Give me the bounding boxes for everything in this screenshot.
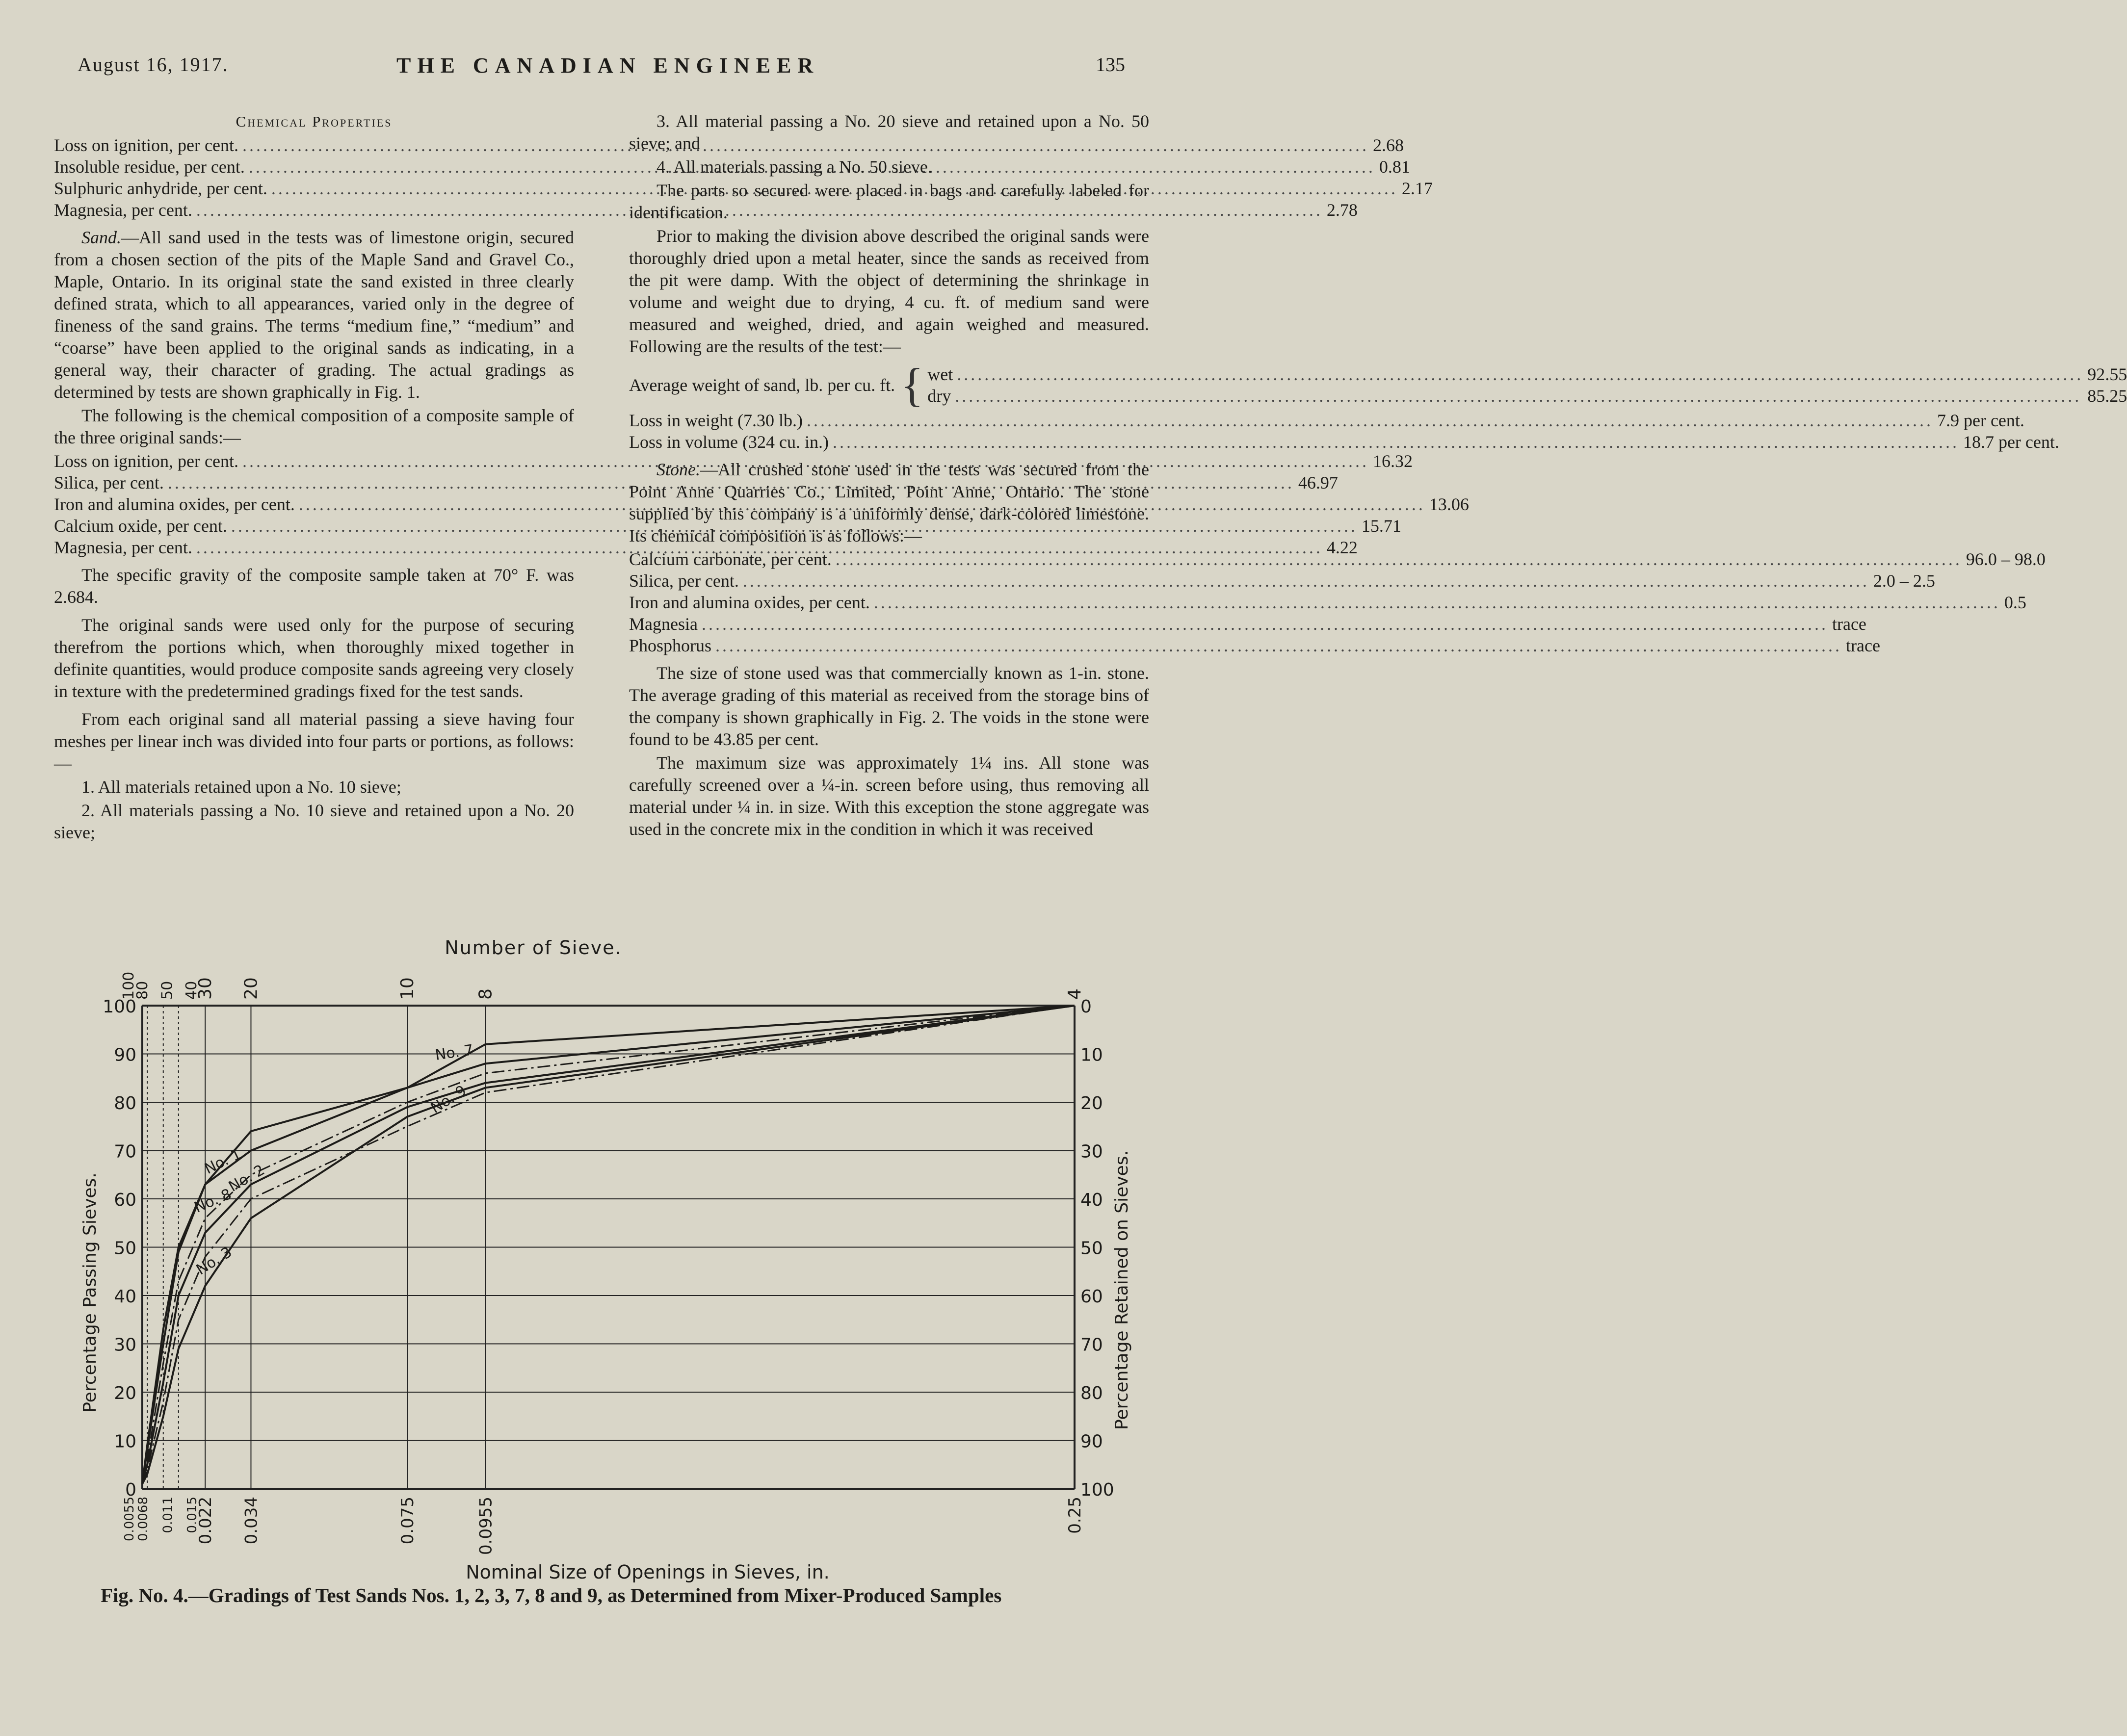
max-size-paragraph: The maximum size was approximately 1¼ ins. All stone was carefully screened over a ¼-in. screen before using, thus removing all material under ¼ in. in size. With this exception the stone aggregate was used in the concrete mix in the condition in which it was received <box>629 753 1149 839</box>
dry-value: 85.25 <box>2087 386 2127 406</box>
y2-tick-label: 0 <box>1080 997 1092 1017</box>
x-tick-label: 0.034 <box>241 1497 262 1545</box>
row-label: Loss on ignition, per cent. <box>54 451 238 471</box>
grading-chart <box>0 939 1247 1592</box>
row-label: Insoluble residue, per cent. <box>54 157 245 177</box>
sieve-number-label: 10 <box>397 977 418 1000</box>
row-label: Magnesia <box>629 614 698 634</box>
y-tick-label: 60 <box>114 1190 136 1210</box>
y-tick-label: 90 <box>114 1045 136 1065</box>
dot-leader <box>833 431 1959 453</box>
stone-composition-table <box>629 548 2046 656</box>
row-label: Calcium oxide, per cent. <box>54 516 227 536</box>
sand-text: —All sand used in the tests was of limestone origin, secured from a chosen section of the pits of the Maple Sand and Gravel Co., Maple, Ontario. In its original state the sand existed in three clearly defined strata, which to all appearances, varied only in the degree of fineness of the sand grains. The terms “medium fine,” “medium” and “coarse” have been applied to the original sands as indicating, in a general way, their character of grading. The actual gradings as determined by tests are shown graphically in Fig. 1. <box>54 228 574 402</box>
y2-tick-label: 10 <box>1080 1045 1103 1065</box>
wet-label: wet <box>927 364 953 384</box>
series-label: No. 8 <box>191 1185 234 1217</box>
dry-row <box>927 385 2127 407</box>
y2-tick-label: 20 <box>1080 1093 1103 1114</box>
sand-paragraph <box>54 227 574 403</box>
dot-leader <box>715 635 1842 657</box>
series-label: No. 3 <box>193 1244 236 1279</box>
table-row <box>629 635 1880 656</box>
series-label: No. 9 <box>427 1082 470 1117</box>
series-label: No. 7 <box>434 1041 475 1064</box>
x-tick-label: 0.022 <box>196 1497 216 1545</box>
table-row <box>629 431 2059 453</box>
y-axis-label: Percentage Passing Sieves. <box>80 1172 100 1413</box>
row-label: Magnesia, per cent. <box>54 538 192 557</box>
sand-label: Sand. <box>81 228 121 247</box>
y-tick-label: 100 <box>103 997 136 1017</box>
running-header <box>78 53 1157 82</box>
series-label: No. 2 <box>226 1161 268 1196</box>
loss-table <box>629 410 2059 453</box>
x-axis-label: Nominal Size of Openings in Sieves, in. <box>466 1561 830 1583</box>
table-row <box>629 570 1935 592</box>
y-tick-label: 0 <box>125 1480 136 1500</box>
y2-tick-label: 30 <box>1080 1141 1103 1162</box>
row-value: 16.32 <box>1372 451 1413 471</box>
series-line <box>142 1006 1075 1484</box>
y2-tick-label: 50 <box>1080 1238 1103 1259</box>
y2-tick-label: 90 <box>1080 1431 1103 1452</box>
sieve-number-label: 30 <box>195 977 216 1000</box>
row-value: 4.22 <box>1326 538 1358 557</box>
x-tick-label: 0.0068 <box>136 1497 151 1541</box>
row-value: 2.0 – 2.5 <box>1873 571 1935 591</box>
row-value: 7.9 per cent. <box>1937 411 2024 430</box>
row-label: Iron and alumina oxides, per cent. <box>54 494 295 514</box>
row-label: Iron and alumina oxides, per cent. <box>629 593 870 612</box>
chart-title: Number of Sieve. <box>445 937 622 959</box>
row-label: Phosphorus <box>629 636 712 655</box>
issue-date: August 16, 1917. <box>78 53 229 76</box>
y-tick-label: 80 <box>114 1093 136 1114</box>
composite-intro: The following is the chemical composition of a composite sample of the three original sands:— <box>54 406 574 447</box>
x-tick-label: 0.011 <box>160 1497 176 1533</box>
row-value: 96.0 – 98.0 <box>1966 549 2046 569</box>
y2-tick-label: 80 <box>1080 1383 1103 1403</box>
row-label: Magnesia, per cent. <box>54 200 192 220</box>
row-value: 0.81 <box>1379 157 1410 177</box>
table-row <box>629 410 2024 431</box>
series-line <box>142 1006 1075 1484</box>
prior-paragraph: Prior to making the division above described the original sands were thoroughly dried upon a metal heater, since the sands as received from the pit were damp. With the object of determining the shrinkage in volume and weight due to drying, 4 cu. ft. of medium sand were measured and weighed, dried, and again weighed and measured. Following are the results of the test:— <box>629 226 1149 356</box>
table-row <box>629 548 2046 570</box>
wet-row <box>927 363 2127 385</box>
row-value: 0.5 <box>2004 593 2026 612</box>
row-value: 46.97 <box>1298 473 1338 492</box>
sieve-number-label: 8 <box>475 988 496 1000</box>
series-label: No. 1 <box>202 1145 244 1178</box>
row-label: Silica, per cent. <box>54 473 164 492</box>
stone-size-paragraph: The size of stone used was that commercially known as 1-in. stone. The average grading of this material as received from the storage bins of the company is shown graphically in Fig. 2. The voids in the stone were found to be 43.85 per cent. <box>629 663 1149 749</box>
dot-leader <box>743 570 1869 592</box>
sieve-number-label: 100 <box>120 971 137 1000</box>
table-row <box>629 592 2026 613</box>
sieve-number-label: 40 <box>183 981 200 1000</box>
page-number: 135 <box>1096 53 1125 76</box>
dot-leader <box>807 410 1933 432</box>
table-row <box>54 178 1433 199</box>
x-tick-label: 0.25 <box>1065 1497 1085 1534</box>
list-item-4: 4. All materials passing a No. 50 sieve. <box>656 157 932 177</box>
chemical-properties-heading: Chemical Properties <box>236 113 393 130</box>
stone-paragraph <box>629 459 1149 547</box>
table-row <box>54 515 1401 537</box>
list-item-3: 3. All material passing a No. 20 sieve and retained upon a No. 50 sieve; and <box>629 111 1149 153</box>
row-value: 13.06 <box>1429 494 1469 514</box>
y-tick-label: 30 <box>114 1335 136 1355</box>
y2-tick-label: 100 <box>1080 1480 1114 1500</box>
row-label: Calcium carbonate, per cent. <box>629 549 832 569</box>
journal-title: THE CANADIAN ENGINEER <box>396 53 820 78</box>
average-weight-block <box>629 359 2127 411</box>
list-item-2: 2. All materials passing a No. 10 sieve and retained upon a No. 20 sieve; <box>54 801 574 842</box>
stone-label: Stone. <box>656 460 700 479</box>
row-label: Sulphuric anhydride, per cent. <box>54 179 267 198</box>
x-tick-label: 0.075 <box>398 1497 418 1545</box>
division-intro: From each original sand all material passing a sieve having four meshes per linear inch was divided into four parts or portions, as follows:— <box>54 709 574 773</box>
x-tick-label: 0.0955 <box>476 1497 496 1555</box>
y2-tick-label: 60 <box>1080 1287 1103 1307</box>
specific-gravity-paragraph: The specific gravity of the composite sample taken at 70° F. was 2.684. <box>54 565 574 607</box>
x-tick-label: 0.015 <box>184 1497 200 1533</box>
dot-leader <box>836 548 1962 570</box>
y-tick-label: 10 <box>114 1431 136 1452</box>
row-value: 2.78 <box>1326 200 1358 220</box>
bags-paragraph: The parts so secured were placed in bags and carefully labeled for identification. <box>629 181 1149 222</box>
average-weight-label: Average weight of sand, lb. per cu. ft. <box>629 375 895 395</box>
row-value: 2.68 <box>1372 135 1404 155</box>
series-line <box>142 1006 1075 1484</box>
row-value: 18.7 per cent. <box>1963 432 2059 452</box>
sieve-number-label: 4 <box>1065 988 1085 1000</box>
row-label: Loss in weight (7.30 lb.) <box>629 411 803 430</box>
dot-leader <box>874 592 2000 614</box>
series-line <box>142 1006 1075 1484</box>
table-row <box>54 537 1358 558</box>
row-value: trace <box>1846 636 1880 655</box>
table-row <box>629 613 1866 635</box>
dot-leader <box>702 613 1828 635</box>
table-row <box>54 472 1338 493</box>
row-value: 15.71 <box>1361 516 1401 536</box>
y-tick-label: 70 <box>114 1141 136 1162</box>
sieve-number-label: 80 <box>134 981 152 1000</box>
dry-label: dry <box>927 386 951 406</box>
list-item-1: 1. All materials retained upon a No. 10 sieve; <box>81 777 401 797</box>
row-value: trace <box>1832 614 1866 634</box>
sieve-number-label: 20 <box>241 977 262 1000</box>
row-label: Loss on ignition, per cent. <box>54 135 238 155</box>
series-line <box>142 1006 1075 1484</box>
row-label: Loss in volume (324 cu. in.) <box>629 432 829 452</box>
y2-tick-label: 70 <box>1080 1335 1103 1355</box>
sieve-number-label: 50 <box>158 981 176 1000</box>
wet-value: 92.55 <box>2087 364 2127 384</box>
stone-text: —All crushed stone used in the tests was secured from the Point Anne Quarries Co., Limited, Point Anne, Ontario. The stone supplied by this company is a uniformly dense, dark-colored limestone. Its chemical composition is as follows:— <box>629 460 1149 545</box>
x-tick-label: 0.0055 <box>122 1497 137 1541</box>
table-row <box>54 134 1404 156</box>
y-tick-label: 20 <box>114 1383 136 1403</box>
brace-symbol: { <box>901 359 924 411</box>
original-sands-paragraph: The original sands were used only for the purpose of securing therefrom the portions which, when thoroughly mixed together in definite quantities, would produce composite sands agreeing very closely in texture with the predetermined gradings fixed for the test sands. <box>54 615 574 701</box>
row-label: Silica, per cent. <box>629 571 739 591</box>
y2-tick-label: 40 <box>1080 1190 1103 1210</box>
table-row <box>54 493 1469 515</box>
figure-caption: Fig. No. 4.—Gradings of Test Sands Nos. 1, 2, 3, 7, 8 and 9, as Determined from Mixer-Produced Samples <box>101 1584 1002 1606</box>
series-line <box>142 1006 1075 1484</box>
y-tick-label: 40 <box>114 1287 136 1307</box>
row-value: 2.17 <box>1401 179 1433 198</box>
y-tick-label: 50 <box>114 1238 136 1259</box>
y2-axis-label: Percentage Retained on Sieves. <box>1112 1150 1132 1430</box>
